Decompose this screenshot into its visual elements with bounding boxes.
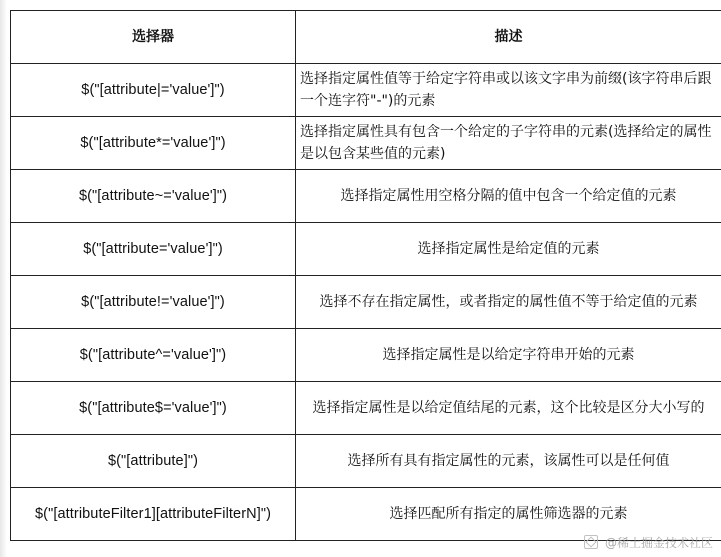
- description-cell: 选择不存在指定属性，或者指定的属性值不等于给定值的元素: [296, 276, 721, 329]
- source-watermark: [584, 534, 713, 551]
- selector-cell: $("[attributeFilter1][attributeFilterN]"): [11, 488, 296, 541]
- attribute-selector-table: [10, 10, 721, 541]
- table-row: [11, 276, 721, 329]
- description-cell: 选择匹配所有指定的属性筛选器的元素: [296, 488, 721, 541]
- description-cell: 选择指定属性具有包含一个给定的子字符串的元素(选择给定的属性是以包含某些值的元素): [296, 117, 721, 170]
- table-row: [11, 329, 721, 382]
- selector-cell: $("[attribute!='value']"): [11, 276, 296, 329]
- table-row: [11, 223, 721, 276]
- description-cell: 选择指定属性是以给定值结尾的元素，这个比较是区分大小写的: [296, 382, 721, 435]
- selector-cell: $("[attribute*='value']"): [11, 117, 296, 170]
- juejin-logo-icon: [584, 535, 598, 549]
- selector-cell: $("[attribute~='value']"): [11, 170, 296, 223]
- selector-cell: $("[attribute$='value']"): [11, 382, 296, 435]
- description-cell: 选择指定属性用空格分隔的值中包含一个给定值的元素: [296, 170, 721, 223]
- description-cell: 选择所有具有指定属性的元素，该属性可以是任何值: [296, 435, 721, 488]
- description-cell: 选择指定属性是以给定字符串开始的元素: [296, 329, 721, 382]
- watermark-text: @稀土掘金技术社区: [604, 536, 713, 550]
- description-cell: 选择指定属性值等于给定字符串或以该文字串为前缀(该字符串后跟一个连字符"-")的元素: [296, 64, 721, 117]
- selector-cell: $("[attribute|='value']"): [11, 64, 296, 117]
- table-row: [11, 382, 721, 435]
- description-column-header: 描述: [296, 11, 721, 64]
- table-row: [11, 64, 721, 117]
- selector-column-header: 选择器: [11, 11, 296, 64]
- selector-cell: $("[attribute]"): [11, 435, 296, 488]
- selector-cell: $("[attribute='value']"): [11, 223, 296, 276]
- table-row: [11, 435, 721, 488]
- selector-cell: $("[attribute^='value']"): [11, 329, 296, 382]
- left-edge-shadow: [0, 0, 7, 557]
- table-row: [11, 488, 721, 541]
- table-header-row: [11, 11, 721, 64]
- table-row: [11, 117, 721, 170]
- description-cell: 选择指定属性是给定值的元素: [296, 223, 721, 276]
- table-row: [11, 170, 721, 223]
